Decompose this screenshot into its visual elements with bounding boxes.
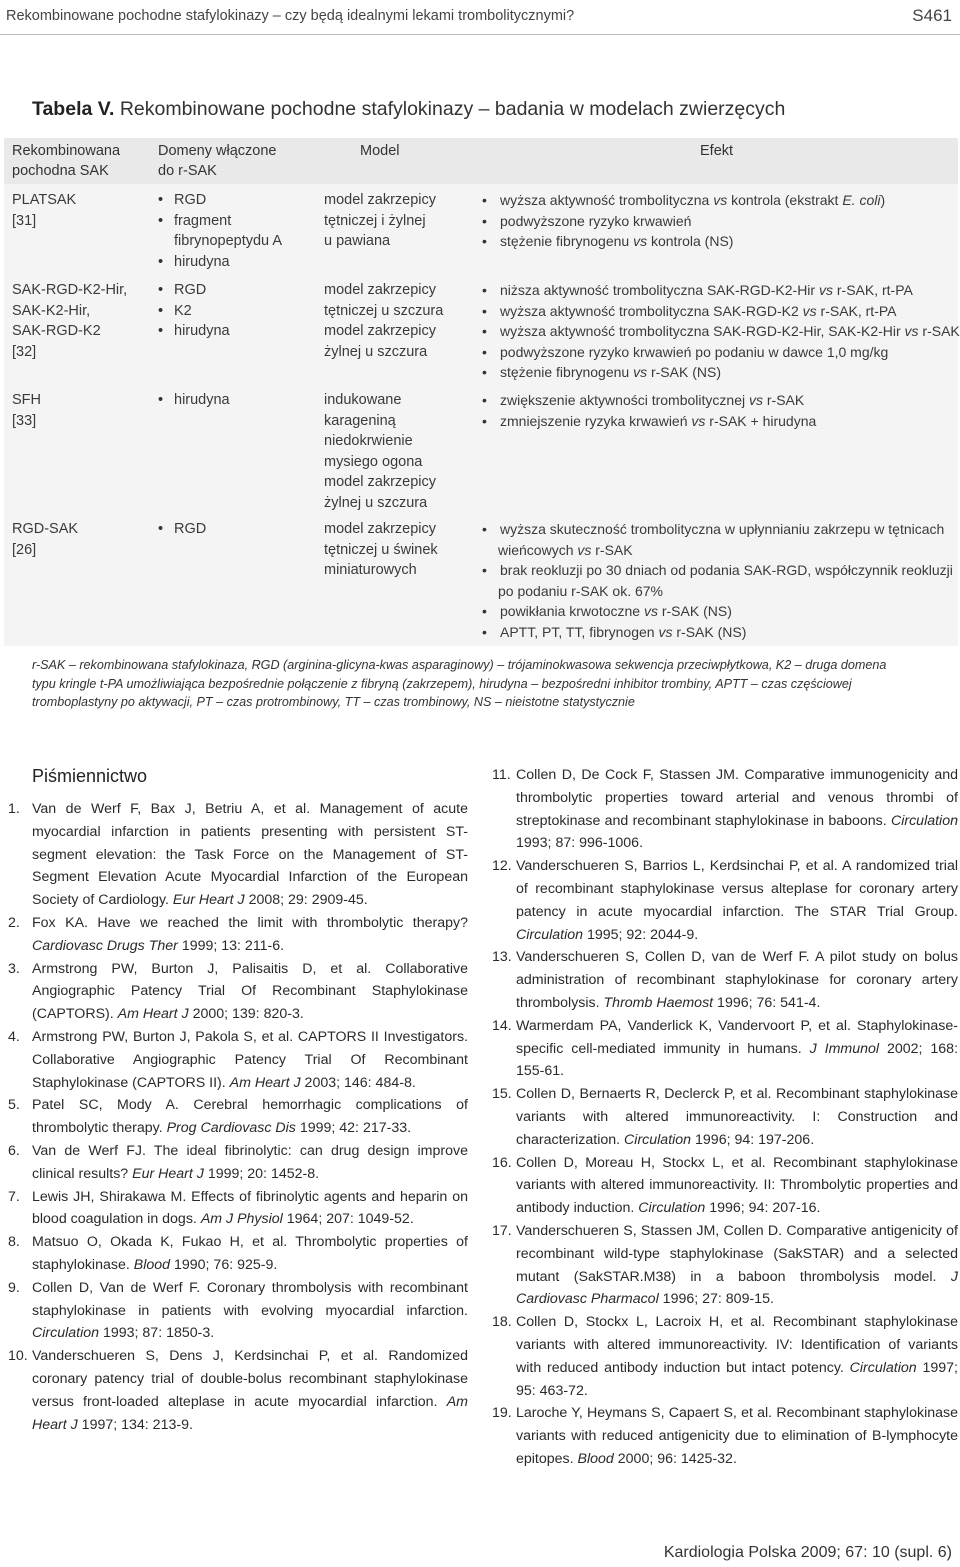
domain-item: • K2 — [156, 301, 230, 322]
effect-item: • podwyższone ryzyko krwawień — [480, 211, 885, 232]
reference-item: 4. Armstrong PW, Burton J, Pakola S, et al. CAPTORS II Investigators. Collaborative Angiographic Patency Trial Of Recombinant Staphylokinase (CAPTORS II). Am Heart J 2003; 146: 484-8. — [8, 1028, 468, 1091]
reference-item: 3. Armstrong PW, Burton J, Palisaitis D, et al. Collaborative Angiographic Patency Trial Of Recombinant Staphylokinase (CAPTORS). Am Heart J 2000; 139: 820-3. — [8, 960, 468, 1023]
domain-item: • RGD — [156, 190, 282, 211]
cell-domains — [156, 190, 282, 272]
cell-model: model zakrzepicy tętniczej u szczura model zakrzepicy żylnej u szczura — [324, 282, 444, 360]
reference-item: 10. Vanderschueren S, Dens J, Kerdsinchai P, et al. Randomized coronary patency trial of double-bolus recombinant staphylokinase versus front-loaded alteplase in acute myocardial infarction. Am Heart J 1997; 134: 213-9. — [8, 1348, 468, 1433]
effect-item: • wyższa skuteczność trombolityczna w upłynnianiu zakrzepu w tętnicach — [480, 519, 953, 540]
effect-item: • brak reokluzji po 30 dniach od podania SAK-RGD, współczynnik reokluzji — [480, 560, 953, 581]
references-right-column — [492, 764, 958, 1471]
reference-item: 13. Vanderschueren S, Collen D, van de Werf F. A pilot study on bolus administration of recombinant staphylokinase for coronary artery thrombolysis. Thromb Haemost 1996; 76: 541-4. — [492, 949, 958, 1011]
cell-effect — [480, 280, 960, 383]
effect-item: • powikłania krwotoczne vs r-SAK (NS) — [480, 601, 953, 622]
cell-domains — [156, 280, 230, 342]
cell-derivative: RGD-SAK [26] — [12, 521, 79, 558]
references-left-column — [8, 798, 468, 1436]
page-number: S461 — [912, 6, 952, 25]
domain-item: • RGD — [156, 519, 206, 540]
effect-item: po podaniu r-SAK ok. 67% — [498, 582, 663, 599]
effect-item: • podwyższone ryzyko krwawień po podaniu w dawce 1,0 mg/kg — [480, 342, 960, 363]
domain-item: • hirudyna — [156, 252, 282, 273]
effect-item: • wyższa aktywność trombolityczna SAK-RGD-K2 vs r-SAK, rt-PA — [480, 301, 960, 322]
effect-item: • stężenie fibrynogenu vs r-SAK (NS) — [480, 362, 960, 383]
data-table — [4, 138, 958, 646]
effect-item: • wyższa aktywność trombolityczna vs kontrola (ekstrakt E. coli) — [480, 190, 885, 211]
reference-item: 18. Collen D, Stockx L, Lacroix H, et al. Recombinant staphylokinase variants with altered immunoreactivity. IV: Identification of variants with reduced antibody induction but intact potency. Circulation 1997; 95: 463-72. — [492, 1314, 958, 1399]
references-heading: Piśmiennictwo — [32, 766, 148, 786]
header-col-effect: Efekt — [700, 143, 734, 159]
cell-domains — [156, 519, 206, 540]
cell-derivative: SAK-RGD-K2-Hir, SAK-K2-Hir, SAK-RGD-K2 [32] — [12, 282, 128, 360]
table-title — [32, 98, 785, 121]
reference-item: 9. Collen D, Van de Werf F. Coronary thrombolysis with recombinant staphylokinase in patients with evolving myocardial infarction. Circulation 1993; 87: 1850-3. — [8, 1279, 468, 1342]
footer-citation: Kardiologia Polska 2009; 67: 10 (supl. 6) — [663, 1544, 952, 1561]
table-footnote: r-SAK – rekombinowana stafylokinaza, RGD (arginina-glicyna-kwas asparaginowy) – trójaminokwasowa sekwencja przeciwpłytkowa, K2 – druga domena typu kringle t-PA umożliwiająca bezpośrednie połączenie z fibryną (zakrzepem), hirudyna – bezpośredni inhibitor trombiny, APTT – czas częściowej tromboplastyny po aktywacji, PT – czas protrombinowy, TT – czas trombinowy, NS – nieistotne statystycznie — [32, 658, 887, 709]
reference-item: 8. Matsuo O, Okada K, Fukao H, et al. Thrombolytic properties of staphylokinase. Blood 1990; 76: 925-9. — [8, 1234, 468, 1273]
effect-item: • zwiększenie aktywności trombolitycznej vs r-SAK — [480, 390, 816, 411]
reference-item: 17. Vanderschueren S, Stassen JM, Collen D. Comparative antigenicity of recombinant wild-type staphylokinase (SakSTAR) and a selected mutant (SakSTAR.M38) in a baboon thrombolysis model. J Cardiovasc Pharmacol 1996; 27: 809-15. — [492, 1222, 958, 1308]
header-col-derivative: Rekombinowana pochodna SAK — [12, 143, 121, 179]
cell-effect — [480, 390, 816, 431]
domain-item: • fragment — [156, 211, 282, 232]
cell-effect — [480, 190, 885, 252]
effect-item: • zmniejszenie ryzyka krwawień vs r-SAK + hirudyna — [480, 411, 816, 432]
effect-item: • APTT, PT, TT, fibrynogen vs r-SAK (NS) — [480, 622, 953, 643]
domain-item: • RGD — [156, 280, 230, 301]
domain-item: • hirudyna — [156, 321, 230, 342]
header-col-model: Model — [360, 143, 400, 159]
reference-item: 2. Fox KA. Have we reached the limit with thrombolytic therapy? Cardiovasc Drugs Ther 1999; 13: 211-6. — [8, 914, 468, 954]
table-header — [4, 138, 958, 184]
page-header — [0, 0, 960, 35]
reference-item: 7. Lewis JH, Shirakawa M. Effects of fibrinolytic agents and heparin on blood coagulation in dogs. Am J Physiol 1964; 207: 1049-52. — [8, 1188, 468, 1228]
reference-item: 5. Patel SC, Mody A. Cerebral hemorrhagic complications of thrombolytic therapy. Prog Cardiovasc Dis 1999; 42: 217-33. — [8, 1097, 468, 1137]
table-title-text: Rekombinowane pochodne stafylokinazy – badania w modelach zwierzęcych — [119, 98, 786, 120]
reference-item: 11. Collen D, De Cock F, Stassen JM. Comparative immunogenicity and thrombolytic properties toward arterial and venous thrombi of streptokinase and recombinant staphylokinase in baboons. Circulation 1993; 87: 996-1006. — [492, 767, 958, 852]
cell-domains — [156, 390, 230, 411]
reference-item: 19. Laroche Y, Heymans S, Capaert S, et al. Recombinant staphylokinase variants with reduced antigenicity due to elimination of B-lymphocyte epitopes. Blood 2000; 96: 1425-32. — [492, 1405, 958, 1467]
running-title: Rekombinowane pochodne stafylokinazy – czy będą idealnymi lekami trombolitycznymi? — [6, 8, 575, 24]
effect-item: • niższa aktywność trombolityczna SAK-RGD-K2-Hir vs r-SAK, rt-PA — [480, 280, 960, 301]
table-label: Tabela V. — [32, 98, 115, 120]
reference-item: 14. Warmerdam PA, Vanderlick K, Vandervoort P, et al. Staphylokinase-specific cell-mediated immunity in humans. J Immunol 2002; 168: 155-61. — [492, 1017, 959, 1080]
cell-derivative: SFH [33] — [12, 392, 41, 429]
effect-item: wieńcowych vs r-SAK — [498, 541, 633, 558]
cell-model: model zakrzepicy tętniczej i żylnej u pawiana — [324, 192, 437, 250]
reference-item: 12. Vanderschueren S, Barrios L, Kerdsinchai P, et al. A randomized trial of recombinant staphylokinase versus alteplase for coronary artery patency in acute myocardial infarction. The STAR Trial Group. Circulation 1995; 92: 2044-9. — [492, 858, 958, 943]
cell-derivative: PLATSAK [31] — [12, 192, 77, 229]
reference-item: 6. Van de Werf FJ. The ideal fibrinolytic: can drug design improve clinical results? Eur Heart J 1999; 20: 1452-8. — [8, 1142, 468, 1182]
reference-item: 15. Collen D, Bernaerts R, Declerck P, et al. Recombinant staphylokinase variants with altered immunoreactivity. I: Construction and characterization. Circulation 1996; 94: 197-206. — [492, 1086, 958, 1148]
effect-item: • stężenie fibrynogenu vs kontrola (NS) — [480, 231, 885, 252]
domain-item: • hirudyna — [156, 390, 230, 411]
reference-item: 16. Collen D, Moreau H, Stockx L, et al. Recombinant staphylokinase variants with altered immunoreactivity. II: Thrombolytic properties and antibody induction. Circulation 1996; 94: 207-16. — [492, 1154, 958, 1217]
cell-model: indukowane karageniną niedokrwienie mysiego ogona model zakrzepicy żylnej u szczura — [324, 392, 437, 511]
effect-item: • wyższa aktywność trombolityczna SAK-RGD-K2-Hir, SAK-K2-Hir vs r-SAK — [480, 321, 960, 342]
cell-effect — [480, 519, 953, 643]
domain-item: fibrynopeptydu A — [174, 233, 283, 250]
cell-model: model zakrzepicy tętniczej u świnek miniaturowych — [324, 521, 438, 579]
reference-item: 1. Van de Werf F, Bax J, Betriu A, et al. Management of acute myocardial infarction in patients presenting with persistent ST-segment elevation: the Task Force on the Management of ST-Segment Elevation Acute Myocardial Infarction of the European Society of Cardiology. Eur Heart J 2008; 29: 2909-45. — [8, 801, 468, 909]
header-col-domains: Domeny włączone do r-SAK — [158, 143, 277, 179]
